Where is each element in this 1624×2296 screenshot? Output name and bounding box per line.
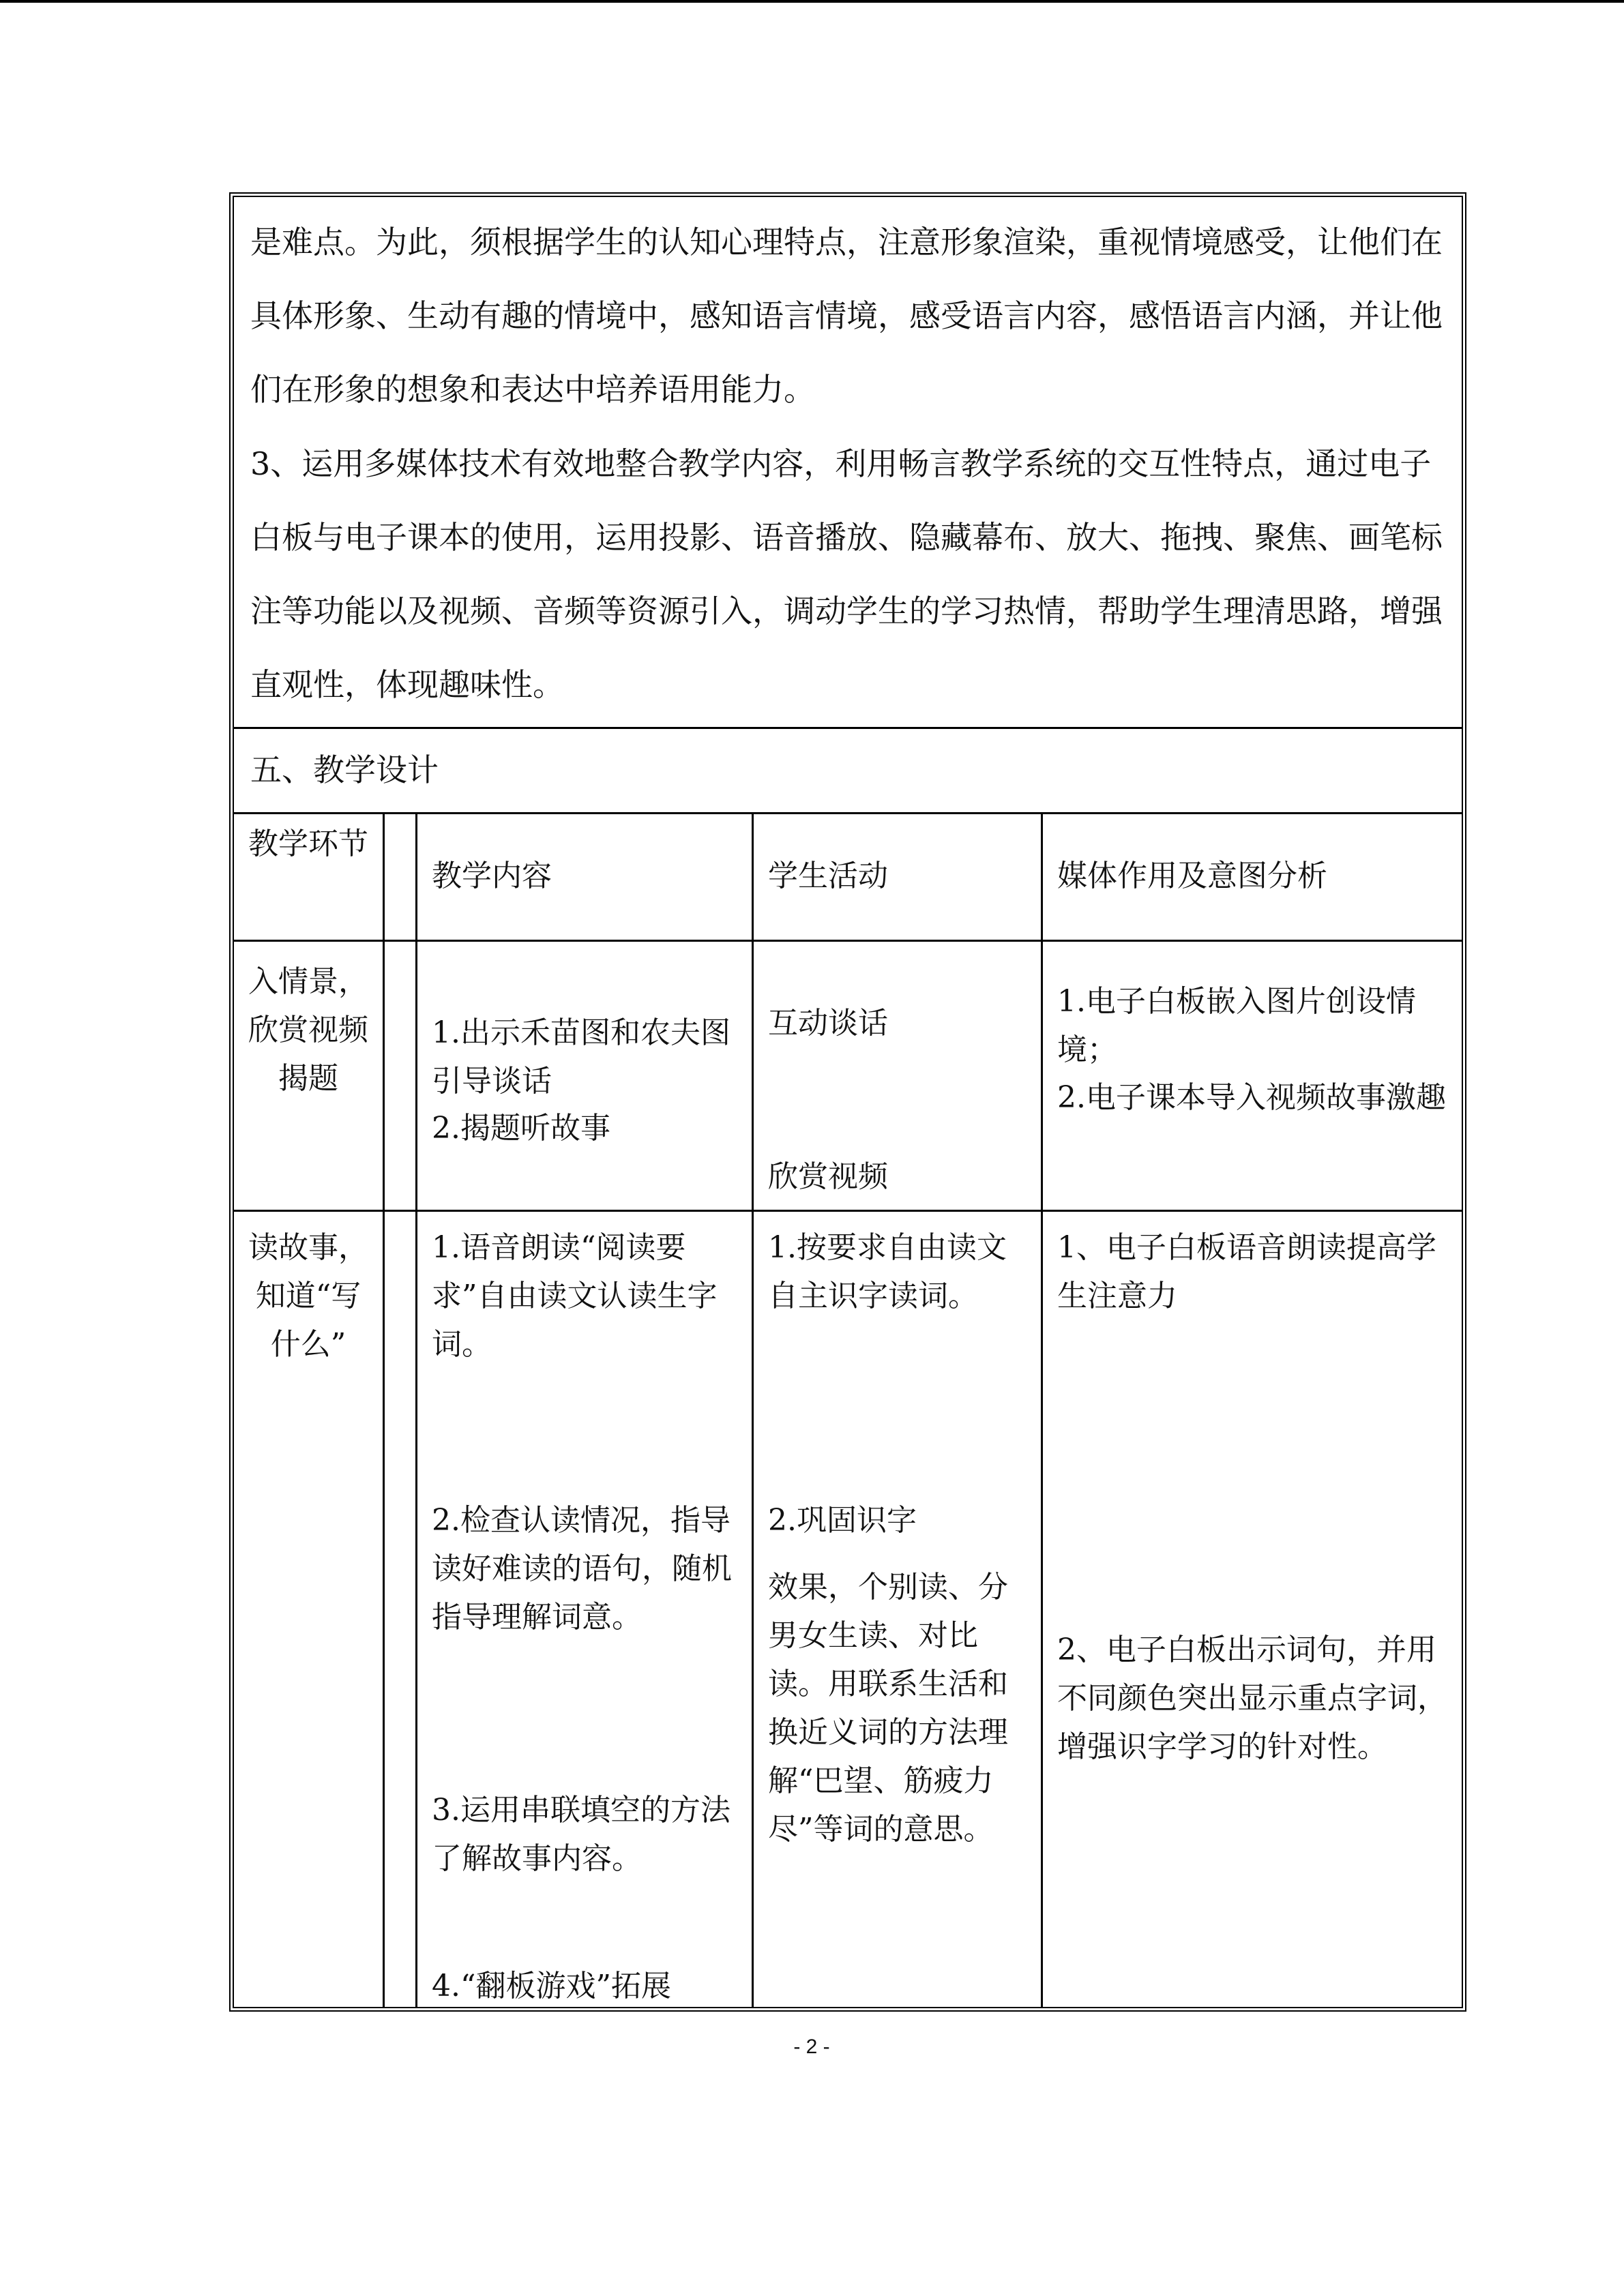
row1-media-2: 2.电子课本导入视频故事激趣 xyxy=(1057,1080,1446,1115)
row1-media-1: 1.电子白板嵌入图片创设情境； xyxy=(1057,984,1416,1067)
section-heading xyxy=(234,729,1462,814)
header-content: 教学内容 xyxy=(432,859,552,893)
row2-media-2: 2、电子白板出示词句，并用不同颜色突出显示重点字词，增强识字学习的针对性。 xyxy=(1057,1632,1447,1764)
row2-content-4: 4.“翻板游戏”拓展 xyxy=(432,1969,671,2003)
intro-paragraph-1: 是难点。为此，须根据学生的认知心理特点，注意形象渲染，重视情境感受，让他们在具体形象、生动有趣的情境中，感知语言情境，感受语言内容，感悟语言内涵，并让他们在形象的想象和表达中培养语用能力。 xyxy=(250,224,1443,408)
row1-content-2: 2.揭题听故事 xyxy=(432,1111,610,1146)
header-activity: 学生活动 xyxy=(768,859,888,893)
column-divider xyxy=(415,814,417,2012)
column-divider xyxy=(752,814,754,2012)
intro-block xyxy=(234,197,1462,729)
row1-stage: 入情景，欣赏视频揭题 xyxy=(248,964,368,1096)
row1-activity-1: 互动谈话 xyxy=(768,1006,888,1041)
row2-content-2: 2.检查认读情况，指导读好难读的语句，随机指导理解词意。 xyxy=(432,1503,732,1635)
column-divider xyxy=(383,814,385,2012)
row1-activity-2: 欣赏视频 xyxy=(768,1159,888,1194)
row2-content-1: 1.语音朗读“阅读要求”自由读文认读生字词。 xyxy=(432,1230,718,1362)
row2-stage: 读故事，知道“写什么” xyxy=(248,1230,368,1362)
column-divider xyxy=(1041,814,1043,2012)
row2-activity-3: 效果，个别读、分男女生读、对比读。用联系生活和换近义词的方法理解“巴望、筋疲力尽”等词的意思。 xyxy=(768,1570,1008,1847)
row-divider xyxy=(234,940,1462,942)
row1-content-1: 1.出示禾苗图和农夫图引导谈话 xyxy=(432,1015,730,1099)
header-media: 媒体作用及意图分析 xyxy=(1057,859,1327,893)
row2-media-1: 1、电子白板语音朗读提高学生注意力 xyxy=(1057,1230,1436,1313)
header-stage: 教学环节 xyxy=(248,826,368,861)
row2-activity-2: 2.巩固识字 xyxy=(768,1503,917,1538)
document-frame xyxy=(229,192,1466,2012)
row2-content-3: 3.运用串联填空的方法了解故事内容。 xyxy=(432,1793,730,1876)
design-table xyxy=(234,814,1462,2012)
row-divider xyxy=(234,1210,1462,1212)
top-rule xyxy=(0,0,1624,3)
intro-paragraph-2: 3、运用多媒体技术有效地整合教学内容，利用畅言教学系统的交互性特点，通过电子白板与电子课本的使用，运用投影、语音播放、隐藏幕布、放大、拖拽、聚焦、画笔标注等功能以及视频、音频等资源引入，调动学生的学习热情，帮助学生理清思路，增强直观性，体现趣味性。 xyxy=(250,445,1443,703)
section-title: 五、教学设计 xyxy=(250,751,439,788)
page-number: - 2 - xyxy=(793,2036,830,2058)
row2-activity-1: 1.按要求自由读文自主识字读词。 xyxy=(768,1230,1007,1313)
